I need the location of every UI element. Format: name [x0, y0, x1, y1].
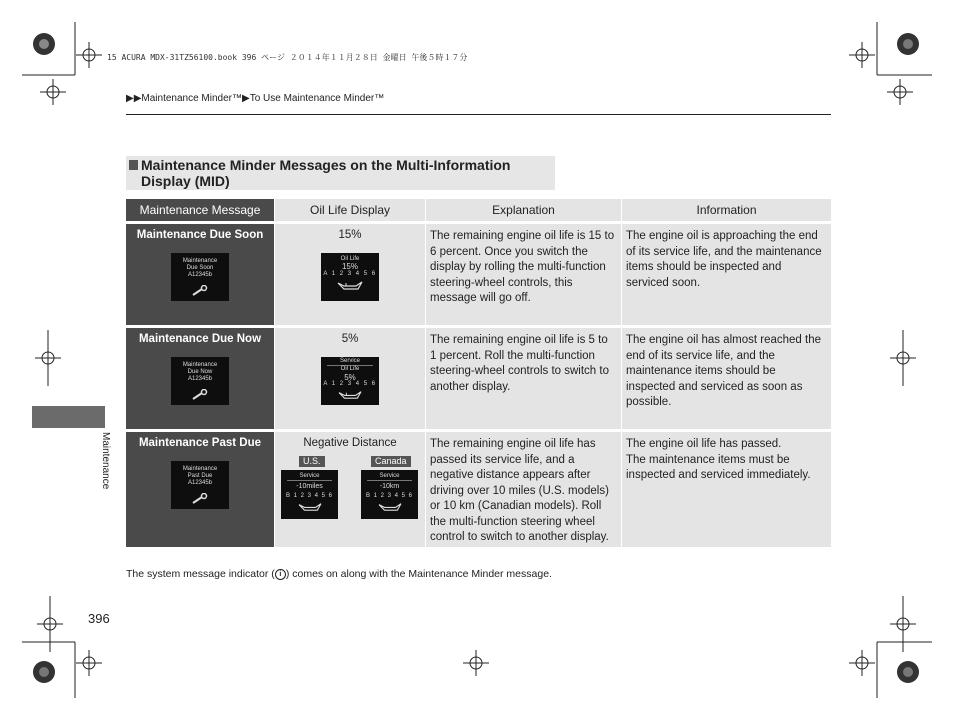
- screen-line: Maintenance: [182, 361, 218, 368]
- oil-can-icon: [376, 501, 404, 512]
- screen-line: Maintenance: [182, 257, 218, 264]
- mid-screen: [171, 357, 229, 405]
- screen-line: Due Now: [187, 368, 213, 375]
- oil-life-cell: [275, 325, 426, 429]
- breadcrumb-separator: ▶: [242, 93, 250, 104]
- wrench-icon: [191, 285, 209, 297]
- oil-screen-value: 5%: [344, 372, 356, 382]
- oil-life-percent: 5%: [341, 333, 359, 345]
- table-header-row: [126, 199, 832, 221]
- oil-can-icon: [336, 279, 364, 291]
- header-rule: [126, 114, 831, 115]
- screen-line: A12345b: [187, 479, 213, 486]
- oil-screen-service: Service: [287, 473, 332, 481]
- explanation-cell: The remaining engine oil life is 5 to 1 percent. Roll the multi-function steering-wheel controls to switch to another display.: [426, 325, 622, 429]
- screen-line: Past Due: [187, 472, 213, 479]
- message-cell: [126, 429, 275, 547]
- mid-screen: [171, 253, 229, 301]
- oil-screen-value: -10miles: [296, 482, 323, 490]
- mid-screen: [171, 461, 229, 509]
- oil-screen-value: -10km: [379, 482, 400, 490]
- breadcrumb-link-maintenance-minder[interactable]: Maintenance Minder™: [141, 93, 242, 104]
- page-number: 396: [88, 611, 110, 626]
- us-model-tag: U.S.: [299, 456, 325, 467]
- footnote-text-after: ) comes on along with the Maintenance Minder message.: [285, 568, 552, 580]
- oil-life-screen: [321, 253, 379, 301]
- oil-screen-code: A 1 2 3 4 5 6: [323, 270, 377, 277]
- column-header-information: Information: [622, 199, 832, 221]
- breadcrumb: [126, 93, 384, 104]
- table-row: [126, 325, 832, 429]
- oil-screen-code: A 1 2 3 4 5 6: [323, 380, 377, 387]
- oil-life-cell: [275, 429, 426, 547]
- column-header-oil-life-display: Oil Life Display: [275, 199, 426, 221]
- information-cell: The engine oil is approaching the end of its service life, and the maintenance items should be inspected and serviced soon.: [622, 221, 832, 325]
- negative-distance-screens: [275, 452, 425, 544]
- breadcrumb-arrows: ▶▶: [126, 93, 142, 104]
- screen-line: A12345b: [187, 375, 213, 382]
- breadcrumb-link-to-use[interactable]: To Use Maintenance Minder™: [249, 93, 385, 104]
- canada-model-tag: Canada: [371, 456, 411, 467]
- oil-screen-title: Oil Life: [340, 366, 360, 372]
- column-header-explanation: Explanation: [426, 199, 622, 221]
- section-marker-icon: [129, 160, 138, 170]
- message-cell: [126, 325, 275, 429]
- explanation-cell: The remaining engine oil life has passed its service life, and a negative distance appears after driving over 10 miles (U.S. models) or 10 km (Canadian models). Roll the multi-function steering wheel control to switch to another display.: [426, 429, 622, 547]
- oil-can-icon: [296, 501, 324, 512]
- oil-screen-title: Oil Life: [340, 255, 360, 262]
- message-label: Maintenance Due Soon: [136, 229, 264, 241]
- oil-life-screen: [321, 357, 379, 405]
- chapter-tab[interactable]: [32, 406, 105, 428]
- print-header: 15 ACURA MDX-31TZ56100.book 396 ページ ２０１４年１１月２８日 金曜日 午後５時１７分: [107, 53, 468, 62]
- chapter-side-label: Maintenance: [100, 432, 111, 490]
- canada-oil-screen: [361, 470, 418, 519]
- oil-screen-service: Service: [367, 473, 412, 481]
- negative-distance-label: Negative Distance: [303, 437, 397, 449]
- oil-can-icon: [336, 389, 364, 400]
- message-cell: [126, 221, 275, 325]
- screen-line: A12345b: [187, 271, 213, 278]
- maintenance-messages-table: [126, 199, 832, 547]
- message-label: Maintenance Past Due: [138, 437, 262, 449]
- information-cell: The engine oil life has passed. The maintenance items must be inspected and serviced immediately.: [622, 429, 832, 547]
- information-cell: The engine oil has almost reached the end of its service life, and the maintenance items should be inspected and serviced as soon as possible.: [622, 325, 832, 429]
- section-title-text: Maintenance Minder Messages on the Multi-Information Display (MID): [141, 157, 511, 189]
- oil-screen-value: 15%: [341, 262, 358, 271]
- info-indicator-icon: i: [275, 569, 286, 580]
- screen-line: Maintenance: [182, 465, 218, 472]
- us-oil-screen: [281, 470, 338, 519]
- footnote: [126, 568, 552, 580]
- oil-screen-service: Service: [327, 358, 373, 367]
- footnote-text-before: The system message indicator (: [126, 568, 275, 580]
- wrench-icon: [191, 389, 209, 401]
- column-header-maintenance-message: Maintenance Message: [126, 199, 275, 221]
- oil-life-cell: [275, 221, 426, 325]
- message-label: Maintenance Due Now: [138, 333, 262, 345]
- oil-screen-code: B 1 2 3 4 5 6: [365, 492, 414, 499]
- wrench-icon: [191, 493, 209, 505]
- screen-line: Due Soon: [186, 264, 214, 271]
- oil-life-percent: 15%: [338, 229, 362, 241]
- table-row: [126, 221, 832, 325]
- oil-screen-code: B 1 2 3 4 5 6: [285, 492, 334, 499]
- section-heading: [126, 156, 555, 190]
- table-row: [126, 429, 832, 547]
- explanation-cell: The remaining engine oil life is 15 to 6 percent. Once you switch the display by rolling the multi-function steering-wheel controls, this message will go off.: [426, 221, 622, 325]
